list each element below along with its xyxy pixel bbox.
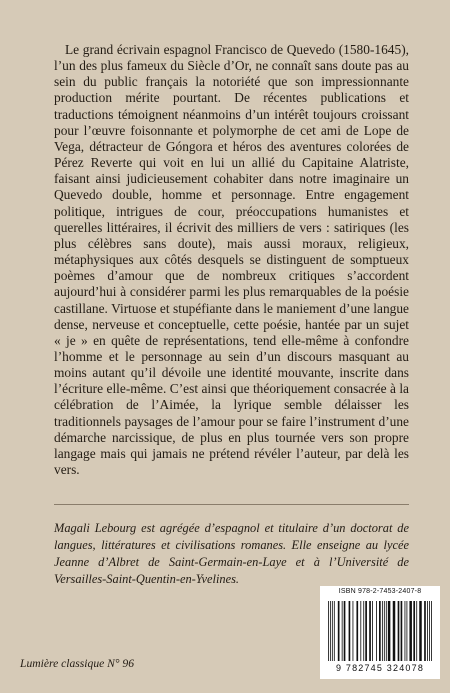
barcode-bar — [369, 601, 371, 661]
barcode-bar — [424, 601, 426, 661]
barcode-bar — [379, 601, 381, 661]
blurb-text: Le grand écrivain espagnol Francisco de Quevedo (1580-1645), l’un des plus fameux du Siècle d’Or, ne connaît sans doute pas au sein du public français la notoriété que son impressionnante production mérite pourtant. De récentes publications et traductions témoignent néanmoins d’un intérêt toujours croissant pour l’œuvre foisonnante et polymorphe de cet ami de Lope de Vega, détracteur de Góngora et héros des aventures colorées de Pérez Reverte qui voit en lui un allié du Capitaine Alatriste, faisant ainsi judicieusement cohabiter dans notre imaginaire un Quevedo double, homme et personnage. Entre engagement politique, intrigues de cour, préoccupations humanistes et querelles littéraires, il écrivit des milliers de vers : satiriques (les plus célèbres sans doute), mais aussi moraux, religieux, métaphysiques aux côtés desquels se distinguent de somptueux poèmes d’amour que de nombreux critiques s’accordent aujourd’hui à considérer parmi les plus remarquables de la poésie castillane. Virtuose et stupéfiante dans le maniement d’une langue dense, nerveuse et conceptuelle, cette poésie, hantée par un sujet « je » en quête de représentations, tend elle-même à confondre l’homme et le personnage au sein d’un discours masquant au moins autant qu’il dévoile une identité mouvante, inscrite dans l’écriture elle-même. C’est ainsi que théoriquement consacrée à la célébration de l’Aimée, la lyrique semble délaisser les traditionnels paysages de l’amour pour se faire l’instrument d’une démarche narcissique, de plus en plus tournée vers son propre langage mais qui jamais ne prétend révéler l’auteur, par delà les vers. — [54, 42, 409, 478]
barcode-bar — [393, 601, 396, 661]
divider — [54, 504, 409, 505]
barcode-bar — [382, 601, 383, 661]
barcode-bar — [363, 601, 364, 661]
barcode-bars — [328, 601, 432, 661]
blurb-paragraph — [54, 42, 409, 478]
barcode-bar — [416, 601, 417, 661]
barcode-bar — [388, 601, 391, 661]
barcode-bar — [386, 601, 387, 661]
barcode-bar — [330, 601, 331, 661]
barcode-bar — [376, 601, 377, 661]
isbn-label: ISBN 978-2-7453-2407-8 — [338, 588, 422, 595]
barcode-bar — [332, 601, 333, 661]
author-bio — [54, 520, 409, 588]
barcode-bar — [405, 601, 406, 661]
barcode-bar — [431, 601, 432, 661]
barcode-bar — [328, 601, 329, 661]
barcode-bar — [406, 601, 407, 661]
barcode-bar — [419, 601, 422, 661]
barcode-bar — [342, 601, 343, 661]
barcode-bar — [384, 601, 385, 661]
ean-digits: 9 782745 324078 — [335, 663, 425, 673]
barcode-bar — [353, 601, 354, 661]
barcode-bar — [398, 601, 400, 661]
barcode-bar — [365, 601, 367, 661]
barcode-bar — [409, 601, 412, 661]
barcode-bar — [413, 601, 415, 661]
barcode-bar — [344, 601, 346, 661]
barcode — [320, 586, 440, 679]
series-label: Lumière classique N° 96 — [20, 657, 135, 670]
barcode-bar — [360, 601, 361, 661]
barcode-bar — [429, 601, 430, 661]
barcode-bar — [334, 601, 335, 661]
author-bio-text: Magali Lebourg est agrégée d’espagnol et titulaire d’un doctorat de langues, littératures et civilisations romanes. Elle enseigne au lycée Jeanne d’Albret de Saint-Germain-en-Laye et à l’Université de Versailles-Saint-Quentin-en-Yvelines. — [54, 521, 409, 586]
barcode-bar — [349, 601, 351, 661]
barcode-bar — [372, 601, 373, 661]
barcode-bar — [338, 601, 340, 661]
back-cover-blurb — [54, 42, 409, 478]
barcode-bar — [356, 601, 358, 661]
barcode-bar — [401, 601, 403, 661]
barcode-bar — [427, 601, 428, 661]
